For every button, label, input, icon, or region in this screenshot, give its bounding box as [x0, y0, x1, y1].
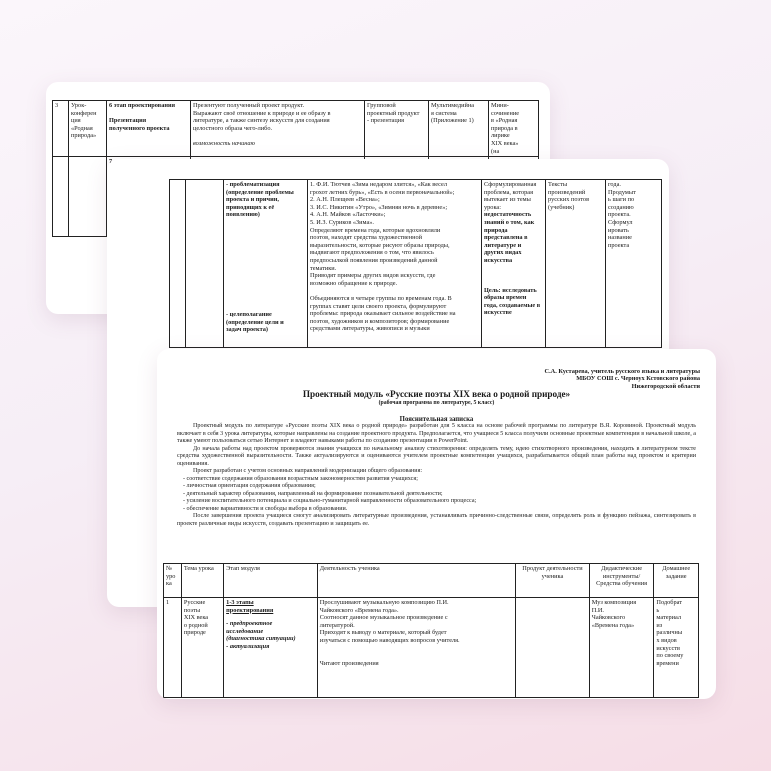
text-line: [320, 645, 513, 653]
text-line: Определяют времена года, которые вдохновляли: [310, 226, 441, 234]
module-stage: [224, 180, 308, 348]
lesson-topic: [69, 101, 107, 157]
column-header: Тема урока: [181, 564, 223, 598]
text-line: (на: [491, 147, 500, 155]
text-line: - целеполагание: [226, 310, 272, 318]
text-line: (диагностика ситуации): [226, 635, 296, 643]
text-line: задач проекта): [226, 326, 269, 334]
table-row: [53, 101, 539, 157]
text-line: Продумыт: [608, 188, 636, 196]
text-line: Мультимедийна: [431, 102, 475, 109]
text-line: целостного образа чего-либо.: [193, 124, 273, 132]
text-line: искусстве: [484, 309, 512, 317]
text-line: Урок-: [71, 102, 87, 109]
text-line: 2. А.Н. Плещеев «Весна»;: [310, 196, 380, 204]
text-line: 1. Ф.И. Тютчев «Зима недаром злится», «Как весел: [310, 181, 447, 188]
text-line: ь: [656, 606, 660, 614]
text-line: представлена в: [484, 234, 528, 242]
text-line: 1-3 этапы: [226, 599, 254, 606]
text-line: Приходят к выводу о материале, который будет: [319, 629, 447, 637]
text-line: из: [656, 621, 663, 629]
text-line: литературе и: [484, 241, 522, 249]
text-line: группах ставят цели своего проекта, формулируют: [310, 302, 447, 310]
text-line: исследование: [226, 627, 264, 635]
text-line: проектирования: [226, 606, 274, 614]
text-line: Презентация: [109, 117, 147, 125]
text-line: времени: [656, 659, 679, 667]
didactic-tools: [589, 598, 654, 698]
text-line: ь шаги по: [608, 196, 635, 204]
text-line: литературе, а также синтезу искусств для создания: [193, 117, 330, 125]
student-product: [482, 180, 546, 348]
text-line: я система: [431, 109, 457, 117]
text-line: грохот летних бурь», «Есть в осени первоначальной»;: [310, 188, 455, 196]
lesson-number: 1: [164, 598, 182, 698]
text-line: [310, 287, 479, 295]
text-line: название: [608, 234, 632, 242]
text-line: (учебник): [548, 203, 575, 211]
column-header: Этап модуля: [224, 564, 318, 598]
text-line: выдвигают предположения о том, что явилось: [310, 249, 434, 257]
module-stage: [107, 101, 191, 157]
column-header: № уро ка: [164, 564, 182, 598]
text-line: Русские: [183, 599, 206, 606]
text-line: 3. И.С. Никитин «Утро», «Зимняя ночь в деревне»;: [310, 203, 448, 211]
text-line: [320, 652, 513, 660]
text-line: поэтов, находят средства художественной: [310, 234, 422, 242]
text-line: полученного проекта: [109, 124, 170, 132]
text-line: - предпроектное: [226, 620, 273, 628]
student-activity: [308, 180, 482, 348]
text-line: - актуализация: [226, 642, 270, 650]
text-line: проектный продукт: [367, 109, 420, 117]
text-line: года.: [608, 181, 621, 188]
text-line: XIX века: [183, 614, 209, 622]
text-line: Чайковского: [591, 614, 626, 622]
text-line: литературой.: [319, 621, 355, 629]
text-line: природе: [183, 629, 206, 637]
text-line: Нижегородской области: [631, 382, 700, 390]
lesson-number: 3: [53, 101, 69, 157]
text-line: Сформул: [608, 218, 633, 226]
text-line: проблема, которая: [484, 188, 533, 196]
text-line: Групповой: [367, 102, 396, 109]
text-line: природа»: [71, 132, 97, 140]
text-line: появлению): [226, 211, 260, 219]
text-line: - проблематизация: [226, 181, 280, 188]
column-header: Дидактические инструменты/ Средства обучения: [589, 564, 654, 598]
text-line: Приводят примеры других видов искусств, где: [310, 272, 436, 280]
text-line: (определение проблемы: [226, 188, 294, 196]
text-line: МБОУ СОШ с. Черноух Кстовского района: [576, 375, 700, 383]
text-line: недостаточность: [484, 211, 532, 219]
text-line: изучаться с помощью наводящих вопросов учителя.: [319, 636, 460, 644]
text-line: по своему: [656, 652, 684, 660]
column-header: Домашнее задание: [654, 564, 699, 598]
text-line: поэтов, художников и композиторов; формирование: [310, 317, 450, 325]
author-block: [545, 368, 700, 390]
homework: [654, 598, 699, 698]
text-line: 4. А.Н. Майков «Ласточки»;: [310, 211, 386, 219]
text-line: о родной: [183, 621, 208, 629]
text-line: вытекает из темы: [484, 196, 531, 204]
text-line: Тексты: [548, 181, 568, 188]
table-row: [164, 598, 699, 698]
text-line: ция: [71, 117, 81, 125]
table-row: [170, 180, 662, 348]
text-line: выразительности, которые рисуют образы природы,: [310, 241, 450, 249]
text-line: Объединяются в четыре группы по временам года. В: [310, 294, 452, 302]
text-line: средствами литературы, живописи и музыки: [310, 325, 430, 333]
text-line: поэты: [183, 606, 201, 614]
student-product: [365, 101, 429, 157]
text-line: проекта.: [608, 211, 631, 219]
text-line: Сформулированная: [484, 181, 537, 188]
text-line: ировать: [608, 226, 629, 234]
text-line: Соотносят данное музыкальное произведение с: [319, 614, 448, 622]
text-line: возможно обращение к природе.: [310, 279, 398, 287]
text-line: различны: [656, 629, 683, 637]
text-line: 6 этап проектирования: [109, 102, 176, 109]
lesson-topic: [181, 598, 223, 698]
text-line: лирике: [491, 132, 510, 140]
text-line: Прослушивают музыкальную композицию П.И.: [319, 599, 449, 606]
didactic-tools: [546, 180, 606, 348]
text-line: года, создаваемые в: [484, 301, 541, 309]
homework: [606, 180, 662, 348]
student-activity: [317, 598, 515, 698]
text-line: конферен: [71, 109, 97, 117]
text-line: Муз композиция: [591, 599, 637, 606]
text-line: (Приложение 1): [431, 117, 474, 125]
table-header-row: [164, 564, 699, 598]
document-page-front: [157, 349, 716, 699]
text-line: урока:: [484, 203, 501, 211]
text-line: «Времена года»: [591, 621, 635, 629]
text-line: приводящих к её: [226, 203, 275, 211]
text-line: [109, 110, 188, 118]
text-line: искусства: [484, 256, 513, 264]
text-line: русских поэтов: [548, 196, 590, 204]
text-line: проекта: [608, 241, 630, 249]
student-activity: Презентуют полученный проект продукт. Выражают своё отношение к природе и ее образу в литературе, а также синтезу искусств для создания целостного образа чего-либо. возможность начинаю: [191, 101, 365, 157]
text-line: произведений: [548, 188, 586, 196]
text-line: «Родная: [71, 124, 93, 132]
text-line: тематики.: [310, 264, 337, 272]
text-line: сочинение: [491, 109, 520, 117]
text-line: Презентуют полученный проект продукт.: [193, 102, 305, 109]
text-line: Чайковского «Времена года».: [319, 606, 399, 614]
module-stage: [224, 598, 318, 698]
text-line: Подобрат: [656, 599, 682, 606]
text-line: Выражают своё отношение к природе и ее образу в: [193, 109, 331, 117]
text-line: искусств: [656, 644, 680, 652]
text-line: проекта и причин,: [226, 196, 279, 204]
text-line: Цель: исследовать: [484, 286, 537, 294]
text-line: 5. И.З. Суриков «Зима».: [310, 218, 374, 226]
text-line: знаний о том, как: [484, 218, 535, 226]
lesson-table-front: [163, 563, 699, 698]
section-heading: Пояснительная записка: [399, 416, 474, 423]
text-line: созданию: [608, 203, 634, 211]
lesson-table-middle: [169, 179, 662, 348]
text-line: Мини-: [491, 102, 509, 109]
text-line: проблемы: природа оказывает сильное воздействие на: [310, 310, 456, 318]
text-line: XIX века»: [491, 139, 519, 147]
didactic-tools: [429, 101, 489, 157]
text-line: предпосылкой появления произведений данной: [310, 256, 438, 264]
document-title: Проектный модуль «Русские поэты XIX века о родной природе»: [302, 389, 571, 399]
text-line: материал: [656, 614, 682, 622]
text-line: х видов: [656, 636, 677, 644]
text-line: (определение цели и: [226, 318, 284, 326]
student-product: [516, 598, 590, 698]
column-header: Деятельность ученика: [317, 564, 515, 598]
text-line: других видах: [484, 249, 522, 257]
text-line: образы времен: [484, 294, 527, 302]
text-line: С.А. Кустарева, учитель русского языка и литературы: [544, 368, 700, 375]
column-header: Продукт деятельности ученика: [516, 564, 590, 598]
text-line: П.И.: [591, 606, 604, 614]
text-line: в «Родная: [491, 117, 518, 125]
explanatory-note: Проектный модуль по литературе «Русские поэты XIX века о родной природе» разработан для 5 класса на основе рабочей программы по литературе В.Я. Коровиной. Проектный модуль включает в себя 3 урока литературы, которые направлены на создание проектного продукта. Предполагается, что учащиеся 5 класса получили основные проектные компетенции в начальной школе, а также умеют пользоваться сетью Интернет и владеют навыками работы по созданию презентации в PowerPoint. До начала работы над проектом проверяются знания учащихся по начальному анализу стихотворения: определять тему, идею стихотворного произведения, находить в литературном тексте средства художественной выразительности. Также актуализируются и оцениваются учителем проектные компетенции учащихся, разрабатывается общий план работы над проектом и критерии оценивания. Проект разработан с учетом основных направлений модернизации общего образования: - соответствие содержания образования возрастным закономерностям развития учащихся; - личностная ориентация содержания образования; - деятельный характер образования, направленный на формирование познавательной деятельности; - усиление воспитательного потенциала и социально-гуманитарной направленности образовательного процесса; - обеспечение вариативности и свободы выбора в образовании. После завершения проекта учащиеся смогут анализировать литературные произведения, устанавливать причинно-следственные связи, определять роль и функцию пейзажа, синтезировать в проекте различные виды искусств, создавать презентацию и защищать ее.: [177, 423, 696, 527]
text-line: природа: [484, 226, 508, 234]
text-line: природа в: [491, 124, 518, 132]
text-line: - презентация: [367, 117, 404, 125]
homework: [489, 101, 539, 157]
text-line: Читают произведения: [319, 659, 379, 667]
document-subtitle: (рабочая программа по литературе, 5 класс): [378, 400, 495, 406]
